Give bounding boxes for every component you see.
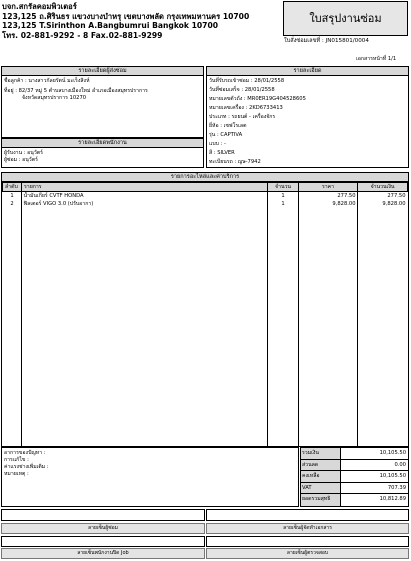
detail-line: วันที่รับรถเข้าซ่อม : 28/01/2558 xyxy=(209,78,285,84)
detail-line: ยี่ห้อ : เชฟโรเลต xyxy=(209,123,247,129)
company-address-en: 123,125 T.Sirinthon A.Bangbumrui Bangkok 10700 xyxy=(2,21,219,31)
total-row-net xyxy=(301,494,408,506)
col-price: ราคา xyxy=(299,183,358,192)
staff-receiver: ผู้รับงาน : อนุวัตร์ xyxy=(4,150,43,156)
items-panel xyxy=(1,172,409,447)
details-panel xyxy=(206,66,409,168)
staff-header: รายละเอียดพนักงาน xyxy=(2,139,203,148)
col-qty: จำนวน xyxy=(268,183,299,192)
row-no: 1 xyxy=(10,193,14,199)
company-phone: โทร. 02-881-9292 - 8 Fax.02-881-9299 xyxy=(2,30,163,40)
total-net-label: ยอดรวมสุทธิ xyxy=(301,494,341,506)
row-price: 277.50 xyxy=(337,193,356,199)
total-remaining-value: 10,105.50 xyxy=(379,473,406,480)
detail-line: ประเภท : รถยนต์ - เครื่องจักร xyxy=(209,114,276,120)
customer-name: ชื่อลูกค้า : นางสาวกัลยรัตน์ มะเร็งสิงห์ xyxy=(4,78,90,84)
row-qty: 1 xyxy=(281,201,285,207)
items-header: รายการอะไหล่และค่าบริการ xyxy=(2,173,408,182)
total-discount-label: ส่วนลด xyxy=(301,460,341,471)
total-sum-value: 10,105.50 xyxy=(379,450,406,456)
row-price: 9,828.00 xyxy=(332,201,356,207)
col-no: ลำดับ xyxy=(3,183,22,192)
company-name: บจก.สกรัลคอมพิวเตอร์ xyxy=(2,2,77,11)
doc-title-box xyxy=(283,1,408,36)
detail-line: รุ่น : CAPTIVA xyxy=(209,132,243,138)
doc-number: JN015801/0004 xyxy=(325,38,369,44)
table-row xyxy=(3,192,408,201)
customer-address-2: จังหวัดสมุทรปราการ 10270 xyxy=(22,95,87,101)
total-vat-label: VAT xyxy=(301,483,341,494)
total-net-value: 10,812.89 xyxy=(379,496,406,503)
signature-closer-line xyxy=(1,536,205,547)
row-amount: 277.50 xyxy=(387,193,406,199)
doc-number-row xyxy=(284,38,369,45)
items-table xyxy=(2,182,408,208)
remark-tech: ค่าแรงช่างเพิ่มเติม : xyxy=(4,464,49,470)
remark-cause: อาการของปัญหา : xyxy=(4,450,46,456)
staff-panel xyxy=(1,138,204,168)
total-sum-label: รวมเงิน xyxy=(301,448,341,459)
total-remaining-label: คงเหลือ xyxy=(301,471,341,482)
row-desc: ฟิลเตอร์ VIGO 3.0 (ปรับอากา) xyxy=(23,201,94,207)
page-indicator xyxy=(356,56,396,63)
company-address-th: 123,125 ถ.ศิรินธร แขวงบางบำหรุ เขตบางพลัด กรุงเทพมหานคร 10700 xyxy=(2,11,250,21)
total-row-vat xyxy=(301,483,408,495)
signature-customer: ลายเซ็นผู้ซ่อม xyxy=(1,523,205,534)
totals-panel xyxy=(300,447,409,507)
row-qty: 1 xyxy=(281,193,285,199)
company-block xyxy=(2,2,249,40)
details-header: รายละเอียด xyxy=(207,67,408,76)
detail-line: สี : SILVER xyxy=(209,150,235,156)
signature-customer-line xyxy=(1,509,205,521)
remarks-panel xyxy=(1,447,299,507)
detail-line: ทะเบียนรถ : ญษ-7942 xyxy=(209,159,261,165)
table-row xyxy=(3,200,408,208)
remark-fix: การแก้ไข : xyxy=(4,457,29,463)
customer-header: รายละเอียดผู้ส่งซ่อม xyxy=(2,67,203,76)
total-row-discount xyxy=(301,460,408,472)
signature-approver-line xyxy=(206,509,409,521)
doc-number-label: ใบสั่งซ่อมเลขที่ : xyxy=(284,38,324,44)
signature-closer: ลายเซ็นพนักงานปิด Job xyxy=(1,548,205,559)
total-vat-value: 707.39 xyxy=(387,484,406,491)
col-amount: จำนวนเงิน xyxy=(358,183,408,192)
detail-line: หมายเลขตัวถัง : MR0ER19G404528605 xyxy=(209,96,306,102)
detail-line: แบบ : - xyxy=(209,141,226,147)
detail-line: วันที่ซ่อมเสร็จ : 28/01/2558 xyxy=(209,87,275,93)
row-amount: 9,828.00 xyxy=(382,201,406,207)
page-number: 1/1 xyxy=(387,56,397,62)
detail-line: หมายเลขเครื่อง : 2KD6733413 xyxy=(209,105,283,111)
staff-repairer: ผู้ซ่อม : อนุวัตร์ xyxy=(4,157,38,163)
total-row-sum xyxy=(301,448,408,460)
total-row-remaining xyxy=(301,471,408,483)
customer-address-1: ที่อยู่ : 82/37 หมู่ 5 ตำบลบางเมืองใหม่ อำเภอเมืองสมุทรปราการ xyxy=(4,88,148,94)
signature-inspector: ลายเซ็นผู้ตรวจสอบ xyxy=(206,548,409,559)
doc-title: ใบสรุปงานซ่อม xyxy=(309,12,382,25)
col-desc: รายการ xyxy=(22,183,268,192)
signature-approver: ลายเซ็นผู้จัดทำเอกสาร xyxy=(206,523,409,534)
row-desc: น้ำมันเกียร์ CVTF HONDA xyxy=(23,193,84,199)
row-no: 2 xyxy=(10,201,14,207)
signature-inspector-line xyxy=(206,536,409,547)
total-discount-value: 0.00 xyxy=(394,461,406,468)
remark-note: หมายเหตุ : xyxy=(4,471,29,477)
page-label: เอกสารหน้าที่ xyxy=(356,56,387,62)
customer-panel xyxy=(1,66,204,138)
